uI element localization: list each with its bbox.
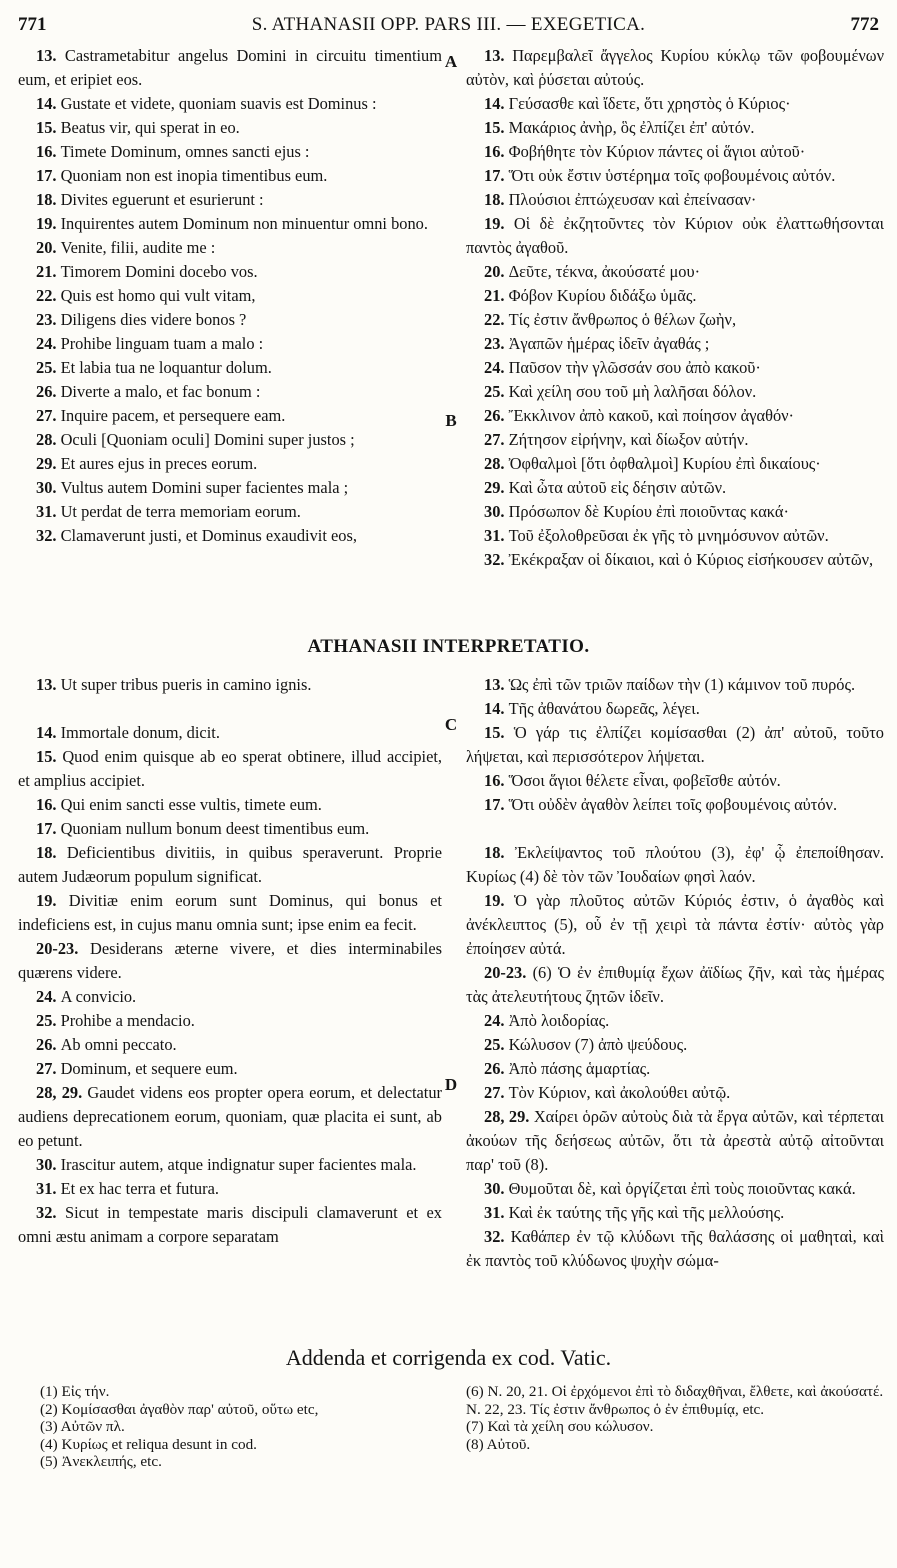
latin-psalm-column <box>18 44 442 548</box>
verse-number: 17. <box>36 819 61 838</box>
verse-number: 13. <box>484 675 509 694</box>
page-header <box>18 6 879 34</box>
greek-gloss: 27. Τὸν Κύριον, καὶ ἀκολούθει αὐτῷ. <box>484 1083 731 1102</box>
verse-number: 30. <box>484 1179 509 1198</box>
greek-verse: 29. Καὶ ὦτα αὐτοῦ εἰς δέησιν αὐτῶν. <box>484 478 727 497</box>
addenda-note: (6) N. 20, 21. Οἱ ἐρχόμενοι ἐπὶ τὸ διδαχθῆναι, ἔλθετε, καὶ ἀκούσατέ. N. 22, 23. Τίς ἐστιν ἄνθρωπος ὁ ἐν ἐπιθυμίᾳ, etc. <box>466 1383 884 1418</box>
verse-number: 16. <box>484 142 509 161</box>
latin-gloss: 26. Ab omni peccato. <box>36 1035 177 1054</box>
verse-number: 20. <box>36 238 61 257</box>
addenda-left-column <box>40 1383 450 1471</box>
greek-verse: 27. Ζήτησον εἰρήνην, καὶ δίωξον αὐτήν. <box>484 430 749 449</box>
addenda-note: (8) Αὐτοῦ. <box>466 1435 531 1453</box>
latin-verse: 15. Beatus vir, qui sperat in eo. <box>36 118 240 137</box>
margin-marker-d: D <box>444 1075 458 1094</box>
latin-gloss: 20-23. Desiderans æterne vivere, et dies interminabiles quærens videre. <box>18 939 442 982</box>
verse-number: 14. <box>36 723 61 742</box>
verse-number: 22. <box>36 286 61 305</box>
latin-gloss: 31. Et ex hac terra et futura. <box>36 1179 219 1198</box>
greek-verse: 32. Ἐκέκραξαν οἱ δίκαιοι, καὶ ὁ Κύριος εἰσήκουσεν αὐτῶν, <box>484 550 874 569</box>
verse-number: 26. <box>484 1059 509 1078</box>
verse-number: 14. <box>484 699 509 718</box>
margin-marker-b: B <box>445 411 457 430</box>
verse-number: 27. <box>36 406 61 425</box>
greek-verse: 19. Οἱ δὲ ἐκζητοῦντες τὸν Κύριον οὐκ ἐλαττωθήσονται παντὸς ἀγαθοῦ. <box>466 214 884 257</box>
latin-verse: 28. Oculi [Quoniam oculi] Domini super justos ; <box>36 430 355 449</box>
latin-gloss: 30. Irascitur autem, atque indignatur super facientes mala. <box>36 1155 417 1174</box>
greek-gloss: 14. Τῆς ἀθανάτου δωρεᾶς, λέγει. <box>484 699 700 718</box>
greek-verse: 14. Γεύσασθε καὶ ἴδετε, ὅτι χρηστὸς ὁ Κύριος· <box>484 94 791 113</box>
latin-gloss: 15. Quod enim quisque ab eo sperat obtinere, illud accipiet, et amplius accipiet. <box>18 747 442 790</box>
verse-number: 17. <box>36 166 61 185</box>
verse-number: 15. <box>484 723 514 742</box>
greek-gloss: 19. Ὁ γὰρ πλοῦτος αὐτῶν Κύριός ἐστιν, ὁ ἀγαθὸς καὶ ἀνέκλειπτος (5), οὗ ἐν τῇ χειρὶ τὰ πάντα ἐστίν· αὐτὸς γὰρ ἐποίησεν αὐτά. <box>466 891 885 958</box>
verse-number: 31. <box>484 526 509 545</box>
running-title: S. ATHANASII OPP. PARS III. — EXEGETICA. <box>251 14 646 35</box>
verse-number: 30. <box>36 1155 61 1174</box>
greek-verse: 18. Πλούσιοι ἐπτώχευσαν καὶ ἐπείνασαν· <box>484 190 757 209</box>
verse-number: 19. <box>36 214 61 233</box>
greek-gloss: 15. Ὁ γάρ τις ἐλπίζει κομίσασθαι (2) ἀπ' αὐτοῦ, τοῦτο λήψεται, καὶ περισσότερον λήψεται. <box>466 723 884 766</box>
verse-number: 24. <box>36 334 61 353</box>
addenda-note: (2) Κομίσασθαι ἀγαθὸν παρ' αὐτοῦ, οὕτω etc, <box>40 1400 319 1418</box>
greek-verse: 24. Παῦσον τὴν γλῶσσάν σου ἀπὸ κακοῦ· <box>484 358 761 377</box>
latin-verse: 18. Divites eguerunt et esurierunt : <box>36 190 264 209</box>
latin-gloss: 17. Quoniam nullum bonum deest timentibus eum. <box>36 819 370 838</box>
greek-gloss: 30. Θυμοῦται δὲ, καὶ ὀργίζεται ἐπὶ τοὺς ποιοῦντας κακά. <box>484 1179 856 1198</box>
verse-number: 19. <box>484 891 514 910</box>
greek-verse: 28. Ὀφθαλμοὶ [ὅτι ὀφθαλμοὶ] Κυρίου ἐπὶ δικαίους· <box>484 454 821 473</box>
page-number-right: 772 <box>850 14 879 35</box>
verse-number: 17. <box>484 795 509 814</box>
latin-verse: 21. Timorem Domini docebo vos. <box>36 262 258 281</box>
verse-number: 18. <box>36 190 61 209</box>
verse-number: 16. <box>36 142 61 161</box>
verse-number: 15. <box>36 747 63 766</box>
verse-number: 21. <box>36 262 61 281</box>
verse-number: 14. <box>484 94 509 113</box>
verse-number: 18. <box>484 190 509 209</box>
verse-number: 16. <box>484 771 509 790</box>
greek-verse: 17. Ὅτι οὐκ ἔστιν ὑστέρημα τοῖς φοβουμένοις αὐτόν. <box>484 166 836 185</box>
verse-number: 26. <box>36 1035 61 1054</box>
addenda-title: Addenda et corrigenda ex cod. Vatic. <box>285 1345 612 1370</box>
latin-verse: 30. Vultus autem Domini super facientes mala ; <box>36 478 349 497</box>
latin-gloss: 32. Sicut in tempestate maris discipuli clamaverunt et ex omni æstu animam a corpore separatam <box>18 1203 442 1246</box>
latin-verse: 14. Gustate et videte, quoniam suavis est Dominus : <box>36 94 377 113</box>
verse-number: 32. <box>484 550 509 569</box>
greek-gloss: 17. Ὅτι οὐδὲν ἀγαθὸν λείπει τοῖς φοβουμένοις αὐτόν. <box>484 795 838 814</box>
verse-number: 31. <box>484 1203 509 1222</box>
greek-verse: 25. Καὶ χείλη σου τοῦ μὴ λαλῆσαι δόλον. <box>484 382 757 401</box>
latin-verse: 25. Et labia tua ne loquantur dolum. <box>36 358 272 377</box>
verse-number: 31. <box>36 1179 61 1198</box>
page-number-left: 771 <box>18 14 47 35</box>
verse-number: 29. <box>484 478 509 497</box>
greek-verse: 31. Τοῦ ἐξολοθρεῦσαι ἐκ γῆς τὸ μνημόσυνον αὐτῶν. <box>484 526 829 545</box>
greek-verse: 13. Παρεμβαλεῖ ἄγγελος Κυρίου κύκλῳ τῶν φοβουμένων αὐτὸν, καὶ ῥύσεται αὐτούς. <box>466 46 884 89</box>
latin-verse: 32. Clamaverunt justi, et Dominus exaudivit eos, <box>36 526 357 545</box>
greek-gloss: 18. Ἐκλείψαντος τοῦ πλούτου (3), ἐφ' ᾧ ἐπεποίθησαν. Κυρίως (4) δὲ τὸν τῶν Ἰουδαίων φησὶ λαόν. <box>466 843 884 886</box>
verse-number: 31. <box>36 502 61 521</box>
addenda-note: (7) Καὶ τὰ χείλη σου κώλυσον. <box>466 1418 654 1435</box>
verse-number: 27. <box>484 1083 509 1102</box>
verse-number: 25. <box>36 1011 61 1030</box>
greek-verse: 15. Μακάριος ἀνὴρ, ὃς ἐλπίζει ἐπ' αὐτόν. <box>484 118 755 137</box>
latin-verse: 19. Inquirentes autem Dominum non minuentur omni bono. <box>36 214 428 233</box>
verse-number: 24. <box>484 1011 509 1030</box>
verse-number: 32. <box>36 526 61 545</box>
greek-verse: 22. Τίς ἐστιν ἄνθρωπος ὁ θέλων ζωὴν, <box>484 310 737 329</box>
latin-interpretatio-column <box>18 673 442 1249</box>
addenda-note: (5) Ἀνεκλειπής, etc. <box>40 1453 162 1470</box>
greek-verse: 23. Ἀγαπῶν ἡμέρας ἰδεῖν ἀγαθάς ; <box>484 334 710 353</box>
latin-verse: 16. Timete Dominum, omnes sancti ejus : <box>36 142 310 161</box>
verse-number: 21. <box>484 286 509 305</box>
verse-number: 20-23. <box>484 963 533 982</box>
greek-gloss: 32. Καθάπερ ἐν τῷ κλύδωνι τῆς θαλάσσης οἱ μαθηταὶ, καὶ ἐκ παντὸς τοῦ κλύδωνος ψυχὴν σώμα- <box>466 1227 884 1270</box>
latin-gloss: 16. Qui enim sancti esse vultis, timete eum. <box>36 795 322 814</box>
greek-gloss: 24. Ἀπὸ λοιδορίας. <box>484 1011 610 1030</box>
greek-verse: 16. Φοβήθητε τὸν Κύριον πάντες οἱ ἅγιοι αὐτοῦ· <box>484 142 806 161</box>
interpretatio-heading: ATHANASII INTERPRETATIO. <box>307 636 590 657</box>
latin-gloss: 14. Immortale donum, dicit. <box>36 723 220 742</box>
margin-marker-a: A <box>444 52 458 71</box>
latin-verse: 27. Inquire pacem, et persequere eam. <box>36 406 286 425</box>
greek-gloss: 13. Ὡς ἐπὶ τῶν τριῶν παίδων τὴν (1) κάμινον τοῦ πυρός. <box>484 675 856 694</box>
greek-gloss: 20-23. (6) Ὁ ἐν ἐπιθυμίᾳ ἔχων ἀϊδίως ζῆν, καὶ τὰς ἡμέρας τὰς ἀτελευτήτους ζητῶν ἰδεῖν. <box>466 963 885 1006</box>
latin-gloss: 13. Ut super tribus pueris in camino ignis. <box>36 675 312 694</box>
addenda-note: (3) Αὐτῶν πλ. <box>40 1418 125 1435</box>
verse-number: 24. <box>36 987 61 1006</box>
latin-gloss: 28, 29. Gaudet videns eos propter opera eorum, et delectatur audiens deprecationem eorum, quoniam, quæ placita ei sunt, ab eo petunt. <box>18 1083 443 1150</box>
verse-number: 13. <box>36 46 65 65</box>
verse-number: 16. <box>36 795 61 814</box>
latin-verse: 17. Quoniam non est inopia timentibus eum. <box>36 166 328 185</box>
addenda-note: (1) Εἰς τήν. <box>40 1383 110 1400</box>
verse-number: 32. <box>36 1203 65 1222</box>
latin-gloss: 18. Deficientibus divitiis, in quibus speraverunt. Proprie autem Judæorum populum significat. <box>18 843 442 886</box>
verse-number: 32. <box>484 1227 511 1246</box>
addenda-right-column <box>466 1383 884 1453</box>
latin-verse: 24. Prohibe linguam tuam a malo : <box>36 334 264 353</box>
latin-verse: 23. Diligens dies videre bonos ? <box>36 310 247 329</box>
verse-number: 17. <box>484 166 509 185</box>
latin-gloss: 24. A convicio. <box>36 987 137 1006</box>
verse-number: 13. <box>484 46 513 65</box>
addenda-note: (4) Κυρίως et reliqua desunt in cod. <box>40 1435 257 1453</box>
margin-marker-c: C <box>444 715 458 734</box>
verse-number: 29. <box>36 454 61 473</box>
verse-number: 30. <box>484 502 509 521</box>
greek-interpretatio-column <box>466 673 884 1273</box>
verse-number: 26. <box>36 382 61 401</box>
verse-number: 28. <box>484 454 509 473</box>
verse-number: 18. <box>36 843 67 862</box>
latin-gloss: 19. Divitiæ enim eorum sunt Dominus, qui bonus et indeficiens est, in cujus manu omnia sunt; ipse enim ea fecit. <box>18 891 442 934</box>
greek-gloss: 16. Ὅσοι ἅγιοι θέλετε εἶναι, φοβεῖσθε αὐτόν. <box>484 771 781 790</box>
greek-gloss: 25. Κώλυσον (7) ἀπὸ ψεύδους. <box>484 1035 688 1054</box>
verse-number: 30. <box>36 478 61 497</box>
verse-number: 28, 29. <box>484 1107 534 1126</box>
latin-verse: 22. Quis est homo qui vult vitam, <box>36 286 256 305</box>
greek-verse: 26. Ἔκκλινον ἀπὸ κακοῦ, καὶ ποίησον ἀγαθόν· <box>484 406 795 425</box>
verse-number: 27. <box>484 430 509 449</box>
latin-verse: 20. Venite, filii, audite me : <box>36 238 216 257</box>
greek-verse: 21. Φόβον Κυρίου διδάξω ὑμᾶς. <box>484 286 697 305</box>
latin-gloss: 25. Prohibe a mendacio. <box>36 1011 195 1030</box>
verse-number: 23. <box>484 334 509 353</box>
verse-number: 14. <box>36 94 61 113</box>
greek-psalm-column <box>466 44 884 572</box>
verse-number: 19. <box>484 214 514 233</box>
verse-number: 23. <box>36 310 61 329</box>
greek-gloss: 26. Ἀπὸ πάσης ἁμαρτίας. <box>484 1059 651 1078</box>
verse-number: 15. <box>36 118 61 137</box>
greek-gloss: 28, 29. Χαίρει ὁρῶν αὐτοὺς διὰ τὰ ἔργα αὐτῶν, καὶ τέρπεται ἀκούων τῆς δεήσεως αὐτῶν, ὅτι τὰ ἀρεστὰ αὐτῷ αἰτοῦνται παρ' τοῦ (8). <box>466 1107 884 1174</box>
greek-verse: 20. Δεῦτε, τέκνα, ἀκούσατέ μου· <box>484 262 701 281</box>
greek-gloss: 31. Καὶ ἐκ ταύτης τῆς γῆς καὶ τῆς μελλούσης. <box>484 1203 785 1222</box>
verse-number: 13. <box>36 675 61 694</box>
latin-verse: 29. Et aures ejus in preces eorum. <box>36 454 258 473</box>
latin-verse: 31. Ut perdat de terra memoriam eorum. <box>36 502 301 521</box>
latin-gloss: 27. Dominum, et sequere eum. <box>36 1059 238 1078</box>
verse-number: 15. <box>484 118 509 137</box>
verse-number: 18. <box>484 843 515 862</box>
latin-verse: 13. Castrametabitur angelus Domini in circuitu timentium eum, et eripiet eos. <box>18 46 442 89</box>
verse-number: 26. <box>484 406 509 425</box>
latin-verse: 26. Diverte a malo, et fac bonum : <box>36 382 261 401</box>
greek-verse: 30. Πρόσωπον δὲ Κυρίου ἐπὶ ποιοῦντας κακά· <box>484 502 789 521</box>
verse-number: 24. <box>484 358 509 377</box>
verse-number: 20-23. <box>36 939 91 958</box>
verse-number: 25. <box>484 382 509 401</box>
verse-number: 20. <box>484 262 509 281</box>
verse-number: 27. <box>36 1059 61 1078</box>
verse-number: 25. <box>36 358 61 377</box>
verse-number: 28, 29. <box>36 1083 88 1102</box>
verse-number: 28. <box>36 430 61 449</box>
verse-number: 25. <box>484 1035 509 1054</box>
verse-number: 19. <box>36 891 69 910</box>
verse-number: 22. <box>484 310 509 329</box>
